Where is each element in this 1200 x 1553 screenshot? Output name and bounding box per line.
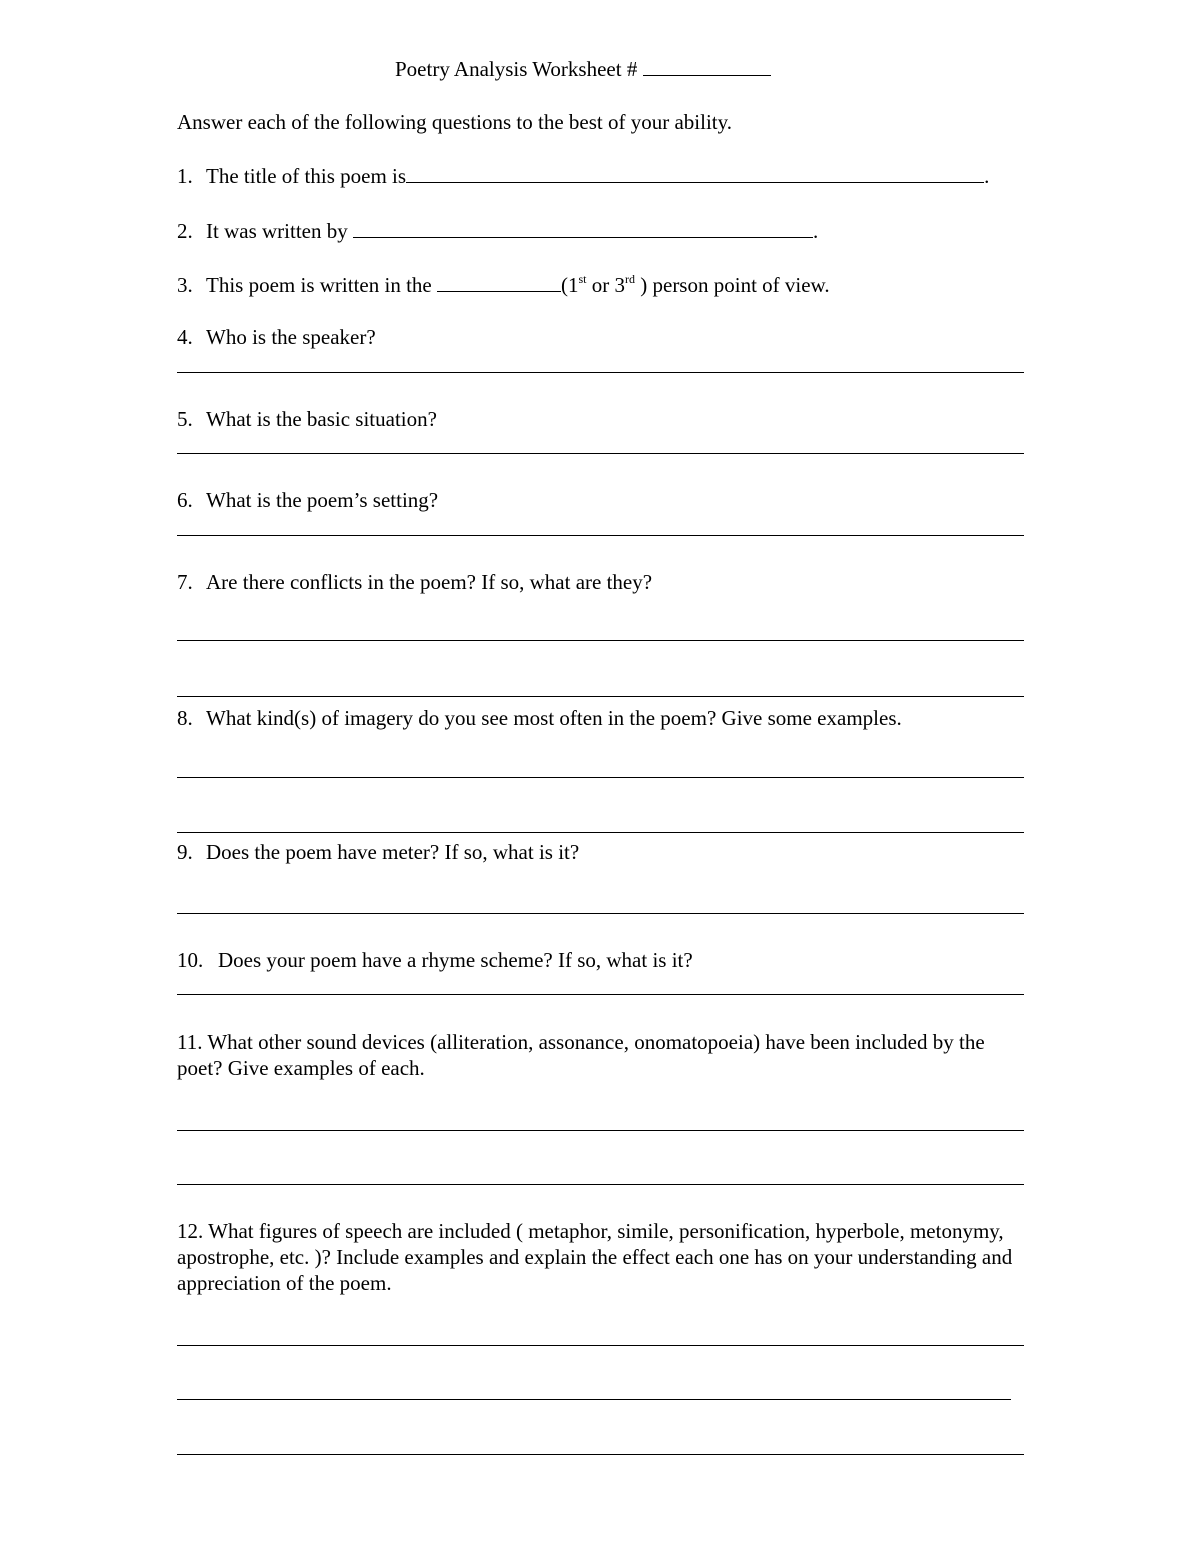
question-text: It was written by	[206, 219, 348, 243]
answer-line[interactable]	[177, 1184, 1024, 1185]
question-2	[177, 217, 818, 244]
question-number: 2.	[177, 219, 193, 243]
question-text: What is the poem’s setting?	[206, 488, 439, 512]
question-text: This poem is written in the	[206, 273, 432, 297]
option-first: (1	[560, 273, 579, 297]
question-text: The title of this poem is	[206, 164, 407, 188]
question-text: Who is the speaker?	[206, 325, 376, 349]
question-text: What kind(s) of imagery do you see most often in the poem? Give some examples.	[206, 706, 902, 730]
instructions: Answer each of the following questions to the best of your ability.	[177, 110, 733, 134]
question-3	[177, 271, 830, 298]
question-number: 9.	[177, 840, 193, 864]
question-1	[177, 162, 989, 189]
question-7	[177, 569, 652, 595]
question-number: 1.	[177, 164, 193, 188]
question-6	[177, 487, 438, 513]
question-number: 3.	[177, 273, 193, 297]
question-number: 8.	[177, 706, 193, 730]
question-text: What is the basic situation?	[206, 407, 437, 431]
answer-line[interactable]	[177, 1454, 1024, 1455]
question-5	[177, 406, 437, 432]
answer-line[interactable]	[177, 640, 1024, 641]
title-answer-blank[interactable]	[406, 162, 984, 183]
superscript-st: st	[578, 272, 587, 286]
question-number: 6.	[177, 488, 193, 512]
worksheet-title	[395, 55, 771, 82]
question-8	[177, 705, 902, 731]
question-12: 12. What figures of speech are included ( metaphor, simile, personification, hyperbole, metonymy, apostrophe, etc. )? Include examples and explain the effect each one has on your understanding and appreciation of the poem.	[177, 1219, 1013, 1295]
answer-line[interactable]	[177, 696, 1024, 697]
question-text: Are there conflicts in the poem? If so, what are they?	[206, 570, 653, 594]
question-number: 7.	[177, 570, 193, 594]
question-9	[177, 839, 579, 865]
answer-line[interactable]	[177, 913, 1024, 914]
question-number: 5.	[177, 407, 193, 431]
answer-line[interactable]	[177, 1345, 1024, 1346]
worksheet-number-blank[interactable]	[643, 55, 771, 76]
question-4	[177, 324, 376, 350]
answer-line[interactable]	[177, 1130, 1024, 1131]
question-11: 11. What other sound devices (alliteration, assonance, onomatopoeia) have been included by the poet? Give examples of each.	[177, 1030, 985, 1080]
question-end: .	[812, 219, 819, 243]
point-of-view-blank[interactable]	[437, 271, 561, 292]
question-10	[177, 947, 693, 973]
answer-line[interactable]	[177, 535, 1024, 536]
answer-line[interactable]	[177, 453, 1024, 454]
title-text: Poetry Analysis Worksheet #	[395, 57, 638, 81]
question-number: 4.	[177, 325, 193, 349]
answer-line[interactable]	[177, 832, 1024, 833]
question-text: Does your poem have a rhyme scheme? If so, what is it?	[218, 948, 693, 972]
superscript-rd: rd	[625, 272, 635, 286]
question-number: 10.	[177, 948, 204, 972]
answer-line[interactable]	[177, 372, 1024, 373]
question-end: .	[984, 164, 990, 188]
question-text: Does the poem have meter? If so, what is it?	[206, 840, 580, 864]
option-third: or 3	[586, 273, 625, 297]
author-answer-blank[interactable]	[353, 217, 813, 238]
answer-line[interactable]	[177, 994, 1024, 995]
answer-line[interactable]	[177, 1399, 1011, 1400]
question-text-end: ) person point of view.	[635, 273, 830, 297]
answer-line[interactable]	[177, 777, 1024, 778]
